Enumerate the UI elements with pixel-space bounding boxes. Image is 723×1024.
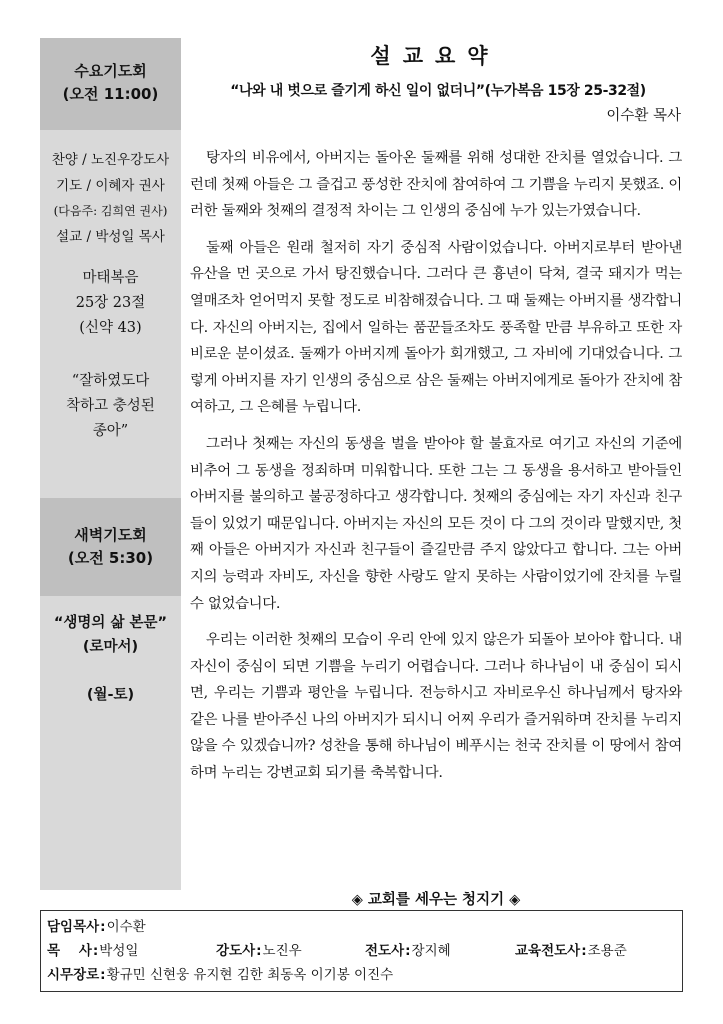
order-next-prayer: (다음주: 김희연 권사) (53, 204, 168, 218)
preacher-cell (216, 939, 302, 963)
pastor-label: 목 사 (47, 943, 92, 959)
dawn-prayer-text (40, 611, 181, 659)
sermon-paragraph: 그러나 첫째는 자신의 동생을 벌을 받아야 할 불효자로 여기고 자신의 기준에 비추어 그 동생을 정죄하며 미워합니다. 또한 그는 그 동생을 용서하고 받아들인 아버지를 불의하고 불공정하다고 생각합니다. 첫째의 중심에는 자기 자신과 친구들이 있었기 때문입니다. 아버지는 자신의 모든 것이 다 그의 것이라 말했지만, 첫째 아들은 아버지가 자신과 친구들이 즐길만큼 주지 않았다고 합니다. 그는 아버지의 능력과 자비도, 자신을 향한 사랑도 알지 못하는 사람이었기에 잔치를 누릴 수 없었습니다. (190, 435, 682, 612)
service-order (40, 148, 181, 250)
senior-pastor-name: 이수환 (106, 919, 146, 935)
dawn-prayer-time: (오전 5:30) (67, 549, 154, 567)
dawn-prayer-header (40, 498, 181, 596)
wednesday-prayer-header (40, 38, 181, 130)
sermon-paragraph: 우리는 이러한 첫째의 모습이 우리 안에 있지 않은가 되돌아 보아야 합니다. 내 자신이 중심이 되면 기쁨을 누리기 어렵습니다. 그러나 하나님이 내 중심이 되시면, 우리는 기쁨과 평안을 누립니다. 전능하시고 자비로우신 하나님께서 탕자와 같은 나를 받아주신 나의 아버지가 되시니 어찌 우리가 즐거워하며 잔치를 누리지 않을 수 있겠습니까? 성찬을 통해 하나님이 베푸시는 천국 잔치를 이 땅에서 참여하며 누리는 강변교회 되기를 축복합니다. (190, 632, 682, 782)
colon: : (100, 919, 106, 935)
dawn-prayer-title: 새벽기도회 (74, 526, 147, 544)
evangelist-label: 전도사 (365, 943, 405, 959)
order-sermon: 설교 / 박성일 목사 (56, 228, 165, 245)
preacher-name: 노진우 (262, 943, 302, 959)
order-praise: 찬양 / 노진우강도사 (51, 152, 170, 168)
verse-book: 마태복음 (82, 270, 139, 286)
wednesday-prayer-time: (오전 11:00) (62, 85, 159, 103)
dawn-scripture: (로마서) (82, 639, 139, 655)
preacher-label: 강도사 (216, 943, 256, 959)
colon: : (581, 943, 587, 959)
verse-page: (신약 43) (79, 320, 142, 336)
staff-box (40, 910, 683, 992)
verse-quote (40, 369, 181, 444)
sermon-paragraph: 둘째 아들은 원래 철저히 자기 중심적 사람이었습니다. 아버지로부터 받아낸 유산을 먼 곳으로 가서 탕진했습니다. 그러다 큰 흉년이 닥쳐, 결국 돼지가 먹는 열매조차 얻어먹지 못할 정도로 비참해졌습니다. 그 때 둘째는 아버지를 생각합니다. 자신의 아버지는, 집에서 일하는 품꾼들조차도 풍족할 만큼 부유하고 또한 자비로운 분이셨죠. 둘째가 아버지께 돌아가 회개했고, 그 자비에 기대었습니다. 그렇게 아버지를 자기 인생의 중심으로 삼은 둘째는 아버지에게로 돌아가 잔치에 참여하고, 그 은혜를 누립니다. (190, 239, 682, 416)
wednesday-prayer-title: 수요기도회 (74, 62, 147, 80)
colon: : (92, 943, 99, 959)
sermon-preacher: 이수환 목사 (606, 108, 681, 124)
elders-label: 시무장로 (47, 967, 100, 983)
colon: : (405, 943, 411, 959)
order-prayer: 기도 / 이혜자 권사 (56, 177, 165, 194)
pastor-cell (47, 939, 138, 963)
staff-row (47, 915, 146, 939)
verse-quote-line: 착하고 충성된 (66, 398, 155, 414)
sermon-body (190, 145, 682, 797)
elders-names: 황규민 신현웅 유지현 김한 최동옥 이기봉 이진수 (106, 967, 394, 983)
verse-reference (40, 266, 181, 341)
sermon-paragraph: 탕자의 비유에서, 아버지는 돌아온 둘째를 위해 성대한 잔치를 열었습니다. 그런데 첫째 아들은 그 즐겁고 풍성한 잔치에 참여하여 그 기쁨을 누리지 못했죠. 이러한 둘째와 첫째의 결정적 차이는 그 인생의 중심에 누가 있는가였습니다. (190, 150, 682, 220)
sermon-subtitle: “나와 내 벗으로 즐기게 하신 일이 없더니”(누가복음 15장 25-32절) (230, 83, 646, 99)
verse-quote-line: 종아” (92, 423, 129, 439)
evangelist-name: 장지혜 (411, 943, 451, 959)
sidebar (40, 38, 181, 890)
senior-pastor-label: 담임목사 (47, 919, 100, 935)
dawn-days: (월-토) (86, 687, 135, 703)
edu-evangelist-name: 조용준 (587, 943, 627, 959)
staff-row (47, 963, 393, 987)
evangelist-cell (365, 939, 451, 963)
colon: : (256, 943, 262, 959)
pastor-name: 박성일 (99, 943, 139, 959)
colon: : (100, 967, 106, 983)
edu-evangelist-cell (515, 939, 627, 963)
staff-row (47, 939, 677, 963)
dawn-book: “생명의 삶 본문” (53, 615, 168, 631)
staff-heading: ◈ 교회를 세우는 청지기 ◈ (351, 892, 521, 908)
edu-evangelist-label: 교육전도사 (515, 943, 581, 959)
page-title: 설교요약 (370, 44, 500, 68)
verse-quote-line: “잘하였도다 (71, 373, 150, 389)
verse-chapter: 25장 23절 (75, 295, 146, 311)
